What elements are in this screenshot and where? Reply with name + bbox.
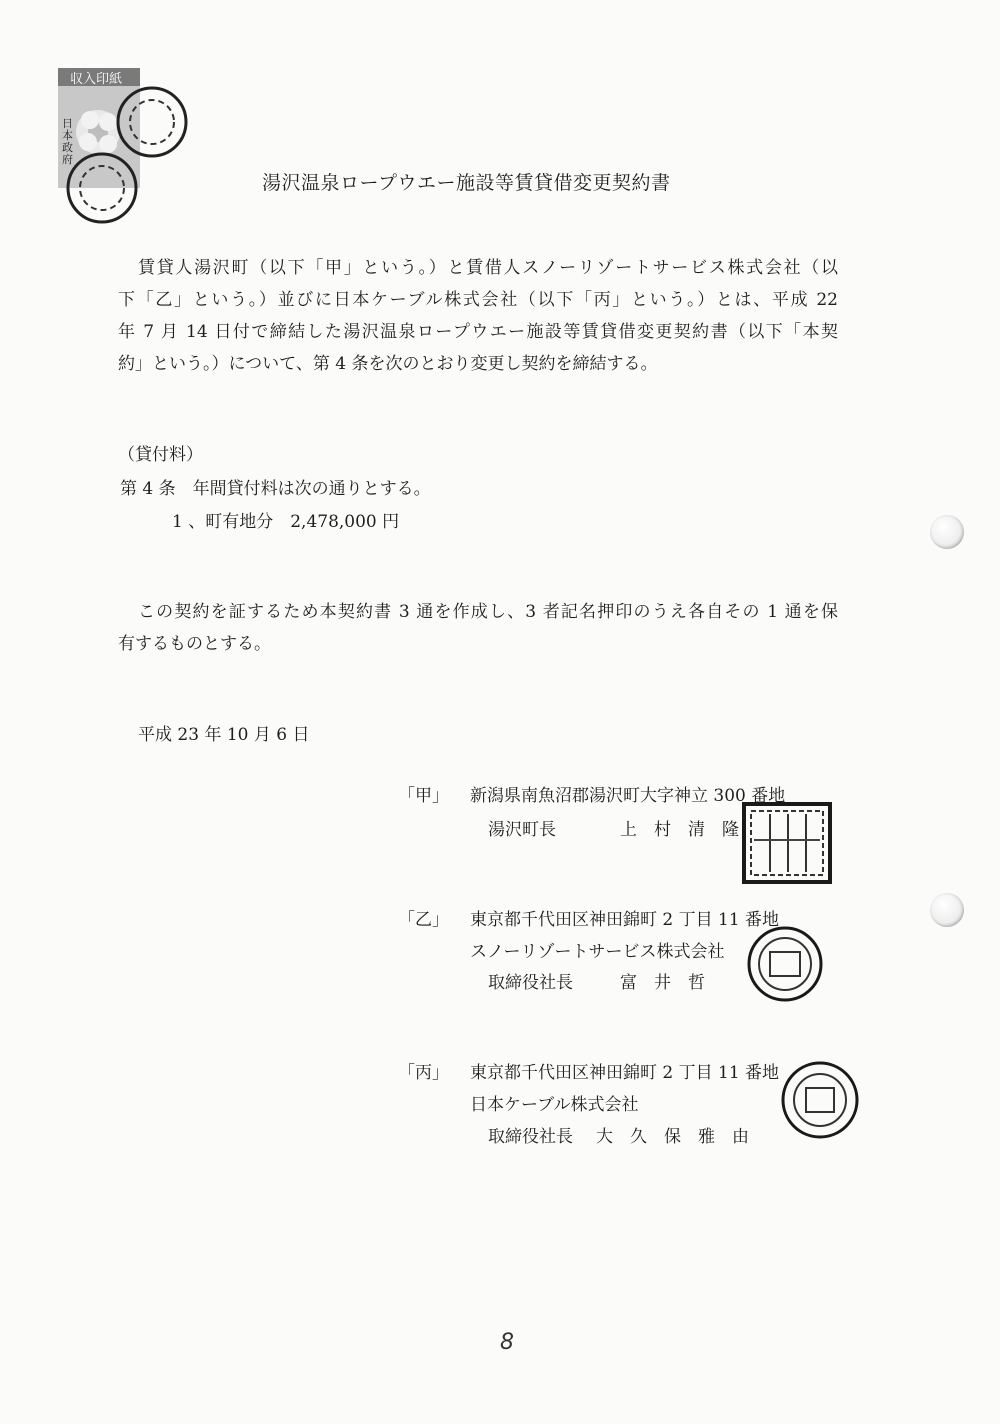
party-b-name: 富 井 哲	[620, 973, 705, 993]
preamble-line: 下「乙」という。）並びに日本ケーブル株式会社（以下「丙」という。）とは、平成 22	[118, 290, 838, 310]
closing-line: この契約を証するため本契約書 3 通を作成し、3 者記名押印のうえ各自その 1 通を保	[138, 602, 838, 622]
article-caption: （貸付料）	[118, 445, 203, 465]
page-number: 8	[500, 1330, 514, 1355]
party-b-address: 東京都千代田区神田錦町 2 丁目 11 番地	[470, 910, 780, 930]
preamble-line: 約」という。）について、第 4 条を次のとおり変更し契約を締結する。	[118, 354, 658, 374]
party-c-role: 取締役社長	[488, 1127, 573, 1147]
party-c-seal	[778, 1058, 862, 1142]
article-item: 1 、町有地分 2,478,000 円	[172, 512, 400, 532]
party-a-mark: 「甲」	[398, 786, 449, 806]
party-b-role: 取締役社長	[488, 973, 573, 993]
party-c-mark: 「丙」	[398, 1063, 449, 1083]
party-c-company: 日本ケーブル株式会社	[470, 1095, 639, 1115]
revenue-stamp-side-text: 日本政府	[62, 117, 73, 166]
revenue-stamp-label: 収入印紙	[70, 72, 123, 87]
party-b-mark: 「乙」	[398, 910, 449, 930]
document-title: 湯沢温泉ロープウエー施設等賃貸借変更契約書	[262, 172, 671, 194]
preamble-line: 賃貸人湯沢町（以下「甲」という。）と賃借人スノーリゾートサービス株式会社（以	[138, 258, 838, 278]
closing-line: 有するものとする。	[118, 634, 271, 654]
article-heading: 第 4 条 年間貸付料は次の通りとする。	[120, 479, 431, 499]
party-a-name: 上 村 清 隆	[620, 820, 739, 840]
preamble-paragraph	[118, 252, 838, 380]
party-b-seal	[740, 924, 830, 1004]
party-c-name: 大 久 保 雅 由	[596, 1127, 749, 1147]
closing-paragraph	[118, 596, 838, 660]
preamble-line: 年 7 月 14 日付で締結した湯沢温泉ロープウエー施設等賃貸借変更契約書（以下「本契	[118, 322, 838, 342]
party-b-company: スノーリゾートサービス株式会社	[470, 942, 725, 962]
party-a-role: 湯沢町長	[488, 820, 556, 840]
binder-hole-icon	[930, 893, 964, 927]
contract-date: 平成 23 年 10 月 6 日	[138, 725, 310, 745]
binder-hole-icon	[930, 515, 964, 549]
party-a-address: 新潟県南魚沼郡湯沢町大字神立 300 番地	[470, 786, 786, 806]
party-a-seal	[740, 800, 836, 888]
party-c-address: 東京都千代田区神田錦町 2 丁目 11 番地	[470, 1063, 780, 1083]
